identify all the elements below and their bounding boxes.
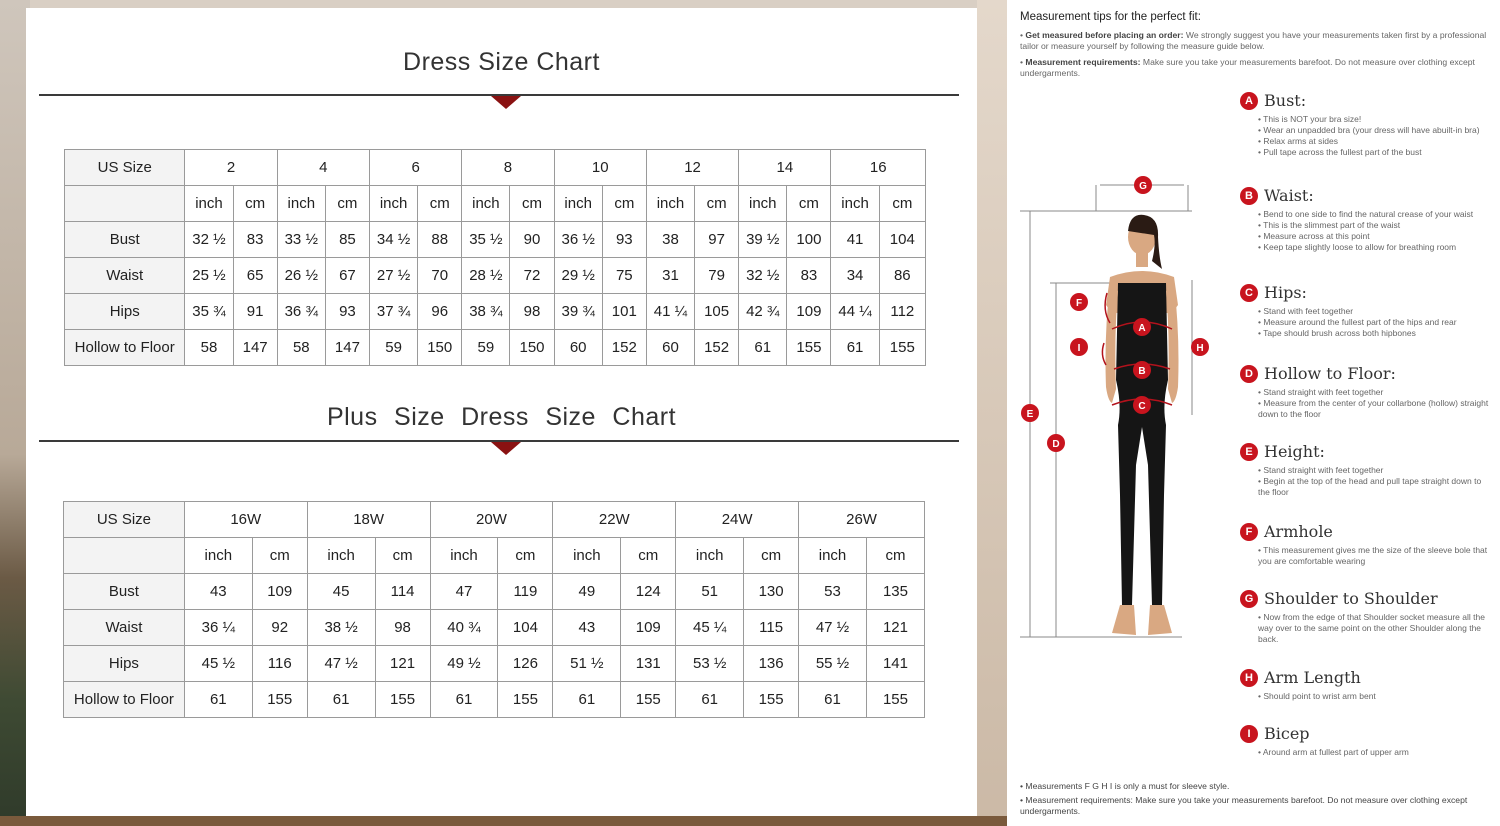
table-cell: 60 — [646, 330, 694, 366]
table-cell: 121 — [866, 610, 924, 646]
unit-inch: inch — [739, 186, 787, 222]
bullet-text: • Stand straight with feet together — [1258, 387, 1384, 397]
marker-b-label: B — [1138, 366, 1146, 377]
tip-label: Measurement requirements: — [1025, 57, 1141, 67]
table-cell: 72 — [510, 258, 554, 294]
unit-header-blank — [64, 538, 185, 574]
unit-cm: cm — [325, 186, 369, 222]
table-cell: 100 — [787, 222, 831, 258]
table-cell: 155 — [879, 330, 925, 366]
section-title: Waist: — [1264, 186, 1314, 205]
table-cell: 40 ¾ — [430, 610, 498, 646]
marker-d — [1047, 434, 1065, 452]
table-cell: 155 — [375, 682, 430, 718]
table-cell: 112 — [879, 294, 925, 330]
letter-badge: G — [1240, 590, 1258, 608]
section-bullets — [1258, 114, 1495, 158]
bullet-text: • Measure from the center of your collarbone (hollow) straight down to the floor — [1258, 398, 1489, 419]
unit-cm: cm — [418, 186, 462, 222]
footnote-text: Make sure you take your measurements barefoot. Do not measure over clothing except undergarments. — [1020, 795, 1468, 816]
section-heading — [1240, 589, 1495, 608]
tip-text: Make sure you take your measurements barefoot. Do not measure over clothing except undergarments. — [1020, 57, 1475, 78]
table-cell: 93 — [325, 294, 369, 330]
section-title: Shoulder to Shoulder — [1264, 589, 1438, 608]
table-cell: 59 — [370, 330, 418, 366]
table-cell: 83 — [233, 222, 277, 258]
table-cell: 152 — [695, 330, 739, 366]
table-cell: 58 — [185, 330, 233, 366]
measure-section-d — [1240, 364, 1495, 420]
table-cell: 114 — [375, 574, 430, 610]
table-row — [65, 294, 926, 330]
table-cell: 35 ½ — [462, 222, 510, 258]
bullet-text: • This is NOT your bra size! — [1258, 114, 1362, 124]
table-cell: 155 — [252, 682, 307, 718]
table-cell: 61 — [831, 330, 879, 366]
unit-cm: cm — [695, 186, 739, 222]
table-cell: 65 — [233, 258, 277, 294]
table-cell: 61 — [553, 682, 621, 718]
unit-cm: cm — [375, 538, 430, 574]
measure-section-h — [1240, 668, 1495, 702]
size-header-14: 14 — [739, 150, 831, 186]
letter-badge: I — [1240, 725, 1258, 743]
row-label: Hips — [64, 646, 185, 682]
measure-section-e — [1240, 442, 1495, 498]
section-bullets — [1258, 387, 1495, 420]
table-cell: 75 — [602, 258, 646, 294]
table-cell: 67 — [325, 258, 369, 294]
table-cell: 116 — [252, 646, 307, 682]
letter-badge: F — [1240, 523, 1258, 541]
table-cell: 36 ¾ — [277, 294, 325, 330]
row-label: Waist — [65, 258, 185, 294]
table-cell: 98 — [375, 610, 430, 646]
marker-a — [1133, 318, 1151, 336]
table-cell: 126 — [498, 646, 553, 682]
table-cell: 91 — [233, 294, 277, 330]
letter-badge: C — [1240, 284, 1258, 302]
table-cell: 45 ½ — [184, 646, 252, 682]
bullet-text: • Keep tape slightly loose to allow for breathing room — [1258, 242, 1457, 252]
table-cell: 38 ¾ — [462, 294, 510, 330]
section-heading — [1240, 364, 1495, 383]
section-title: Hollow to Floor: — [1264, 364, 1396, 383]
chart-title: Dress Size Chart — [403, 48, 600, 76]
background-bottom — [0, 816, 1007, 826]
table-cell: 32 ½ — [739, 258, 787, 294]
letter-badge: B — [1240, 187, 1258, 205]
section-title: Bust: — [1264, 91, 1307, 110]
table-row — [64, 646, 925, 682]
letter-badge: H — [1240, 669, 1258, 687]
table-cell: 49 ½ — [430, 646, 498, 682]
size-header-22w: 22W — [553, 502, 676, 538]
row-label: Hollow to Floor — [65, 330, 185, 366]
table-cell: 93 — [602, 222, 646, 258]
bullet-text: • Stand straight with feet together — [1258, 465, 1384, 475]
plus-size-table — [63, 501, 925, 718]
table-cell: 28 ½ — [462, 258, 510, 294]
table-cell: 42 ¾ — [739, 294, 787, 330]
table-cell: 104 — [498, 610, 553, 646]
bullet-text: • Pull tape across the fullest part of the bust — [1258, 147, 1422, 157]
bullet-text: • Bend to one side to find the natural crease of your waist — [1258, 209, 1474, 219]
divider-marker — [491, 96, 521, 109]
section-bullets — [1258, 747, 1495, 758]
measure-section-g — [1240, 589, 1495, 645]
unit-inch: inch — [277, 186, 325, 222]
table-cell: 155 — [744, 682, 799, 718]
footnote: • Measurement requirements: Make sure you take your measurements barefoot. Do not measure over clothing except undergarments. — [1020, 795, 1468, 816]
size-header-4: 4 — [277, 150, 369, 186]
unit-cm: cm — [744, 538, 799, 574]
measure-section-a — [1240, 91, 1495, 158]
woman-figure — [1106, 215, 1179, 635]
bullet-text: • Measure around the fullest part of the hips and rear — [1258, 317, 1457, 327]
us-size-header: US Size — [65, 150, 185, 186]
marker-f-label: F — [1075, 298, 1083, 309]
unit-cm: cm — [498, 538, 553, 574]
section-title: Bicep — [1264, 724, 1310, 743]
letter-badge: D — [1240, 365, 1258, 383]
unit-header-blank — [65, 186, 185, 222]
bullet-text: • Tape should brush across both hipbones — [1258, 328, 1416, 338]
table-cell: 88 — [418, 222, 462, 258]
table-cell: 115 — [744, 610, 799, 646]
unit-inch: inch — [430, 538, 498, 574]
table-cell: 61 — [307, 682, 375, 718]
unit-inch: inch — [553, 538, 621, 574]
table-cell: 41 ¼ — [646, 294, 694, 330]
unit-cm: cm — [252, 538, 307, 574]
row-label: Hollow to Floor — [64, 682, 185, 718]
tips-title: Measurement tips for the perfect fit: — [1020, 11, 1201, 23]
section-title: Hips: — [1264, 283, 1307, 302]
table-cell: 35 ¾ — [185, 294, 233, 330]
unit-inch: inch — [185, 186, 233, 222]
table-cell: 147 — [325, 330, 369, 366]
footnote: • Measurements F G H I is only a must for sleeve style. — [1020, 781, 1230, 791]
tip-item: • Get measured before placing an order: We strongly suggest you have your measurements taken first by a professional tailor or measure yourself by following the measure guide below. — [1020, 30, 1487, 51]
section-heading — [1240, 186, 1495, 205]
row-label: Hips — [65, 294, 185, 330]
size-header-20w: 20W — [430, 502, 553, 538]
table-cell: 51 — [676, 574, 744, 610]
unit-inch: inch — [831, 186, 879, 222]
table-cell: 119 — [498, 574, 553, 610]
tip-text: We strongly suggest you have your measurements taken first by a professional tailor or measure yourself by following the measure guide below. — [1020, 30, 1487, 51]
table-cell: 61 — [676, 682, 744, 718]
table-cell: 155 — [787, 330, 831, 366]
size-header-26w: 26W — [799, 502, 925, 538]
table-cell: 121 — [375, 646, 430, 682]
marker-i-label: I — [1077, 343, 1081, 354]
table-cell: 83 — [787, 258, 831, 294]
measure-section-b — [1240, 186, 1495, 253]
bullet-text: • Wear an unpadded bra (your dress will have abuilt-in bra) — [1258, 125, 1480, 135]
table-cell: 86 — [879, 258, 925, 294]
section-heading — [1240, 283, 1495, 302]
table-cell: 38 — [646, 222, 694, 258]
table-cell: 136 — [744, 646, 799, 682]
unit-cm: cm — [879, 186, 925, 222]
unit-inch: inch — [676, 538, 744, 574]
table-cell: 25 ½ — [185, 258, 233, 294]
table-cell: 61 — [430, 682, 498, 718]
size-header-6: 6 — [370, 150, 462, 186]
table-cell: 27 ½ — [370, 258, 418, 294]
section-bullets — [1258, 209, 1495, 253]
unit-cm: cm — [866, 538, 924, 574]
marker-h — [1191, 338, 1209, 356]
row-label: Waist — [64, 610, 185, 646]
table-cell: 53 — [799, 574, 867, 610]
background-gap — [977, 0, 1007, 826]
divider-marker — [491, 442, 521, 455]
section-heading — [1240, 724, 1495, 743]
unit-inch: inch — [184, 538, 252, 574]
bullet-text: • Stand with feet together — [1258, 306, 1354, 316]
letter-badge: E — [1240, 443, 1258, 461]
table-cell: 43 — [553, 610, 621, 646]
table-cell: 79 — [695, 258, 739, 294]
marker-g — [1134, 176, 1152, 194]
bullet-text: • This measurement gives me the size of the sleeve bole that you are comfortable wearing — [1258, 545, 1488, 566]
bullet-text: • Begin at the top of the head and pull tape straight down to the floor — [1258, 476, 1482, 497]
marker-g-label: G — [1139, 181, 1147, 192]
unit-cm: cm — [787, 186, 831, 222]
marker-f — [1070, 293, 1088, 311]
section-bullets — [1258, 691, 1495, 702]
unit-inch: inch — [554, 186, 602, 222]
table-cell: 152 — [602, 330, 646, 366]
measure-section-c — [1240, 283, 1495, 339]
table-cell: 155 — [498, 682, 553, 718]
unit-inch: inch — [370, 186, 418, 222]
table-cell: 45 — [307, 574, 375, 610]
table-cell: 33 ½ — [277, 222, 325, 258]
table-cell: 53 ½ — [676, 646, 744, 682]
table-cell: 59 — [462, 330, 510, 366]
marker-d-label: D — [1052, 439, 1060, 450]
tip-label: Get measured before placing an order: — [1025, 30, 1184, 40]
table-cell: 32 ½ — [185, 222, 233, 258]
body-measurement-diagram — [1012, 165, 1230, 650]
table-cell: 97 — [695, 222, 739, 258]
footnote-text: Measurements F G H I is only a must for sleeve style. — [1025, 781, 1230, 791]
table-cell: 150 — [418, 330, 462, 366]
table-cell: 39 ¾ — [554, 294, 602, 330]
table-cell: 92 — [252, 610, 307, 646]
table-cell: 34 ½ — [370, 222, 418, 258]
table-row — [65, 330, 926, 366]
table-row — [64, 610, 925, 646]
table-cell: 55 ½ — [799, 646, 867, 682]
size-header-16w: 16W — [184, 502, 307, 538]
table-cell: 150 — [510, 330, 554, 366]
bullet-text: • Measure across at this point — [1258, 231, 1370, 241]
tip-item: • Measurement requirements: Make sure you take your measurements barefoot. Do not measure over clothing except undergarments. — [1020, 57, 1475, 78]
table-cell: 60 — [554, 330, 602, 366]
bullet-text: • Relax arms at sides — [1258, 136, 1338, 146]
table-cell: 109 — [621, 610, 676, 646]
section-heading — [1240, 442, 1495, 461]
letter-badge: A — [1240, 92, 1258, 110]
dress-size-table — [64, 149, 926, 366]
table-cell: 101 — [602, 294, 646, 330]
table-cell: 105 — [695, 294, 739, 330]
row-label: Bust — [65, 222, 185, 258]
unit-cm: cm — [510, 186, 554, 222]
table-cell: 85 — [325, 222, 369, 258]
section-bullets — [1258, 612, 1495, 645]
section-bullets — [1258, 545, 1495, 567]
size-chart-panel — [26, 8, 977, 816]
size-header-18w: 18W — [307, 502, 430, 538]
table-row — [65, 258, 926, 294]
table-cell: 90 — [510, 222, 554, 258]
table-cell: 130 — [744, 574, 799, 610]
size-header-10: 10 — [554, 150, 646, 186]
section-title: Height: — [1264, 442, 1325, 461]
table-cell: 38 ½ — [307, 610, 375, 646]
table-cell: 141 — [866, 646, 924, 682]
table-cell: 96 — [418, 294, 462, 330]
measure-section-f — [1240, 522, 1495, 567]
marker-e-label: E — [1026, 409, 1034, 420]
table-cell: 44 ¼ — [831, 294, 879, 330]
table-cell: 61 — [184, 682, 252, 718]
unit-inch: inch — [307, 538, 375, 574]
table-cell: 58 — [277, 330, 325, 366]
table-cell: 43 — [184, 574, 252, 610]
table-cell: 36 ¼ — [184, 610, 252, 646]
measure-section-i — [1240, 724, 1495, 758]
footnote-label: Measurement requirements: — [1025, 795, 1133, 805]
table-cell: 49 — [553, 574, 621, 610]
table-cell: 147 — [233, 330, 277, 366]
section-title: Armhole — [1264, 522, 1333, 541]
size-header-16: 16 — [831, 150, 926, 186]
table-cell: 36 ½ — [554, 222, 602, 258]
bullet-text: • This is the slimmest part of the waist — [1258, 220, 1401, 230]
row-label: Bust — [64, 574, 185, 610]
table-cell: 34 — [831, 258, 879, 294]
section-bullets — [1258, 465, 1495, 498]
unit-inch: inch — [462, 186, 510, 222]
table-cell: 47 ½ — [307, 646, 375, 682]
table-cell: 109 — [252, 574, 307, 610]
table-row — [65, 222, 926, 258]
table-cell: 155 — [866, 682, 924, 718]
table-cell: 98 — [510, 294, 554, 330]
table-cell: 70 — [418, 258, 462, 294]
size-header-8: 8 — [462, 150, 554, 186]
unit-cm: cm — [621, 538, 676, 574]
table-cell: 39 ½ — [739, 222, 787, 258]
bullet-text: • Around arm at fullest part of upper arm — [1258, 747, 1409, 757]
table-row — [64, 682, 925, 718]
unit-cm: cm — [233, 186, 277, 222]
section-heading — [1240, 91, 1495, 110]
table-cell: 51 ½ — [553, 646, 621, 682]
table-cell: 104 — [879, 222, 925, 258]
table-cell: 131 — [621, 646, 676, 682]
table-cell: 124 — [621, 574, 676, 610]
table-cell: 37 ¾ — [370, 294, 418, 330]
plus-chart-title: Plus Size Dress Size Chart — [326, 403, 677, 431]
bullet-text: • Now from the edge of that Shoulder socket measure all the way over to the same point on the other Shoulder along the back. — [1258, 612, 1485, 644]
section-heading — [1240, 522, 1495, 541]
marker-c — [1133, 396, 1151, 414]
size-header-12: 12 — [646, 150, 738, 186]
table-cell: 135 — [866, 574, 924, 610]
table-cell: 47 — [430, 574, 498, 610]
section-bullets — [1258, 306, 1495, 339]
us-size-header: US Size — [64, 502, 185, 538]
table-cell: 41 — [831, 222, 879, 258]
bullet-text: • Should point to wrist arm bent — [1258, 691, 1376, 701]
table-cell: 31 — [646, 258, 694, 294]
marker-e — [1021, 404, 1039, 422]
section-title: Arm Length — [1264, 668, 1361, 687]
table-cell: 45 ¼ — [676, 610, 744, 646]
marker-h-label: H — [1196, 343, 1204, 354]
marker-i — [1070, 338, 1088, 356]
table-cell: 61 — [799, 682, 867, 718]
marker-b — [1133, 361, 1151, 379]
table-cell: 29 ½ — [554, 258, 602, 294]
table-cell: 26 ½ — [277, 258, 325, 294]
unit-cm: cm — [602, 186, 646, 222]
table-cell: 109 — [787, 294, 831, 330]
table-cell: 155 — [621, 682, 676, 718]
table-row — [64, 574, 925, 610]
unit-inch: inch — [799, 538, 867, 574]
table-cell: 61 — [739, 330, 787, 366]
marker-a-label: A — [1138, 323, 1146, 334]
marker-c-label: C — [1138, 401, 1146, 412]
section-heading — [1240, 668, 1495, 687]
unit-inch: inch — [646, 186, 694, 222]
size-header-24w: 24W — [676, 502, 799, 538]
table-cell: 47 ½ — [799, 610, 867, 646]
size-header-2: 2 — [185, 150, 277, 186]
